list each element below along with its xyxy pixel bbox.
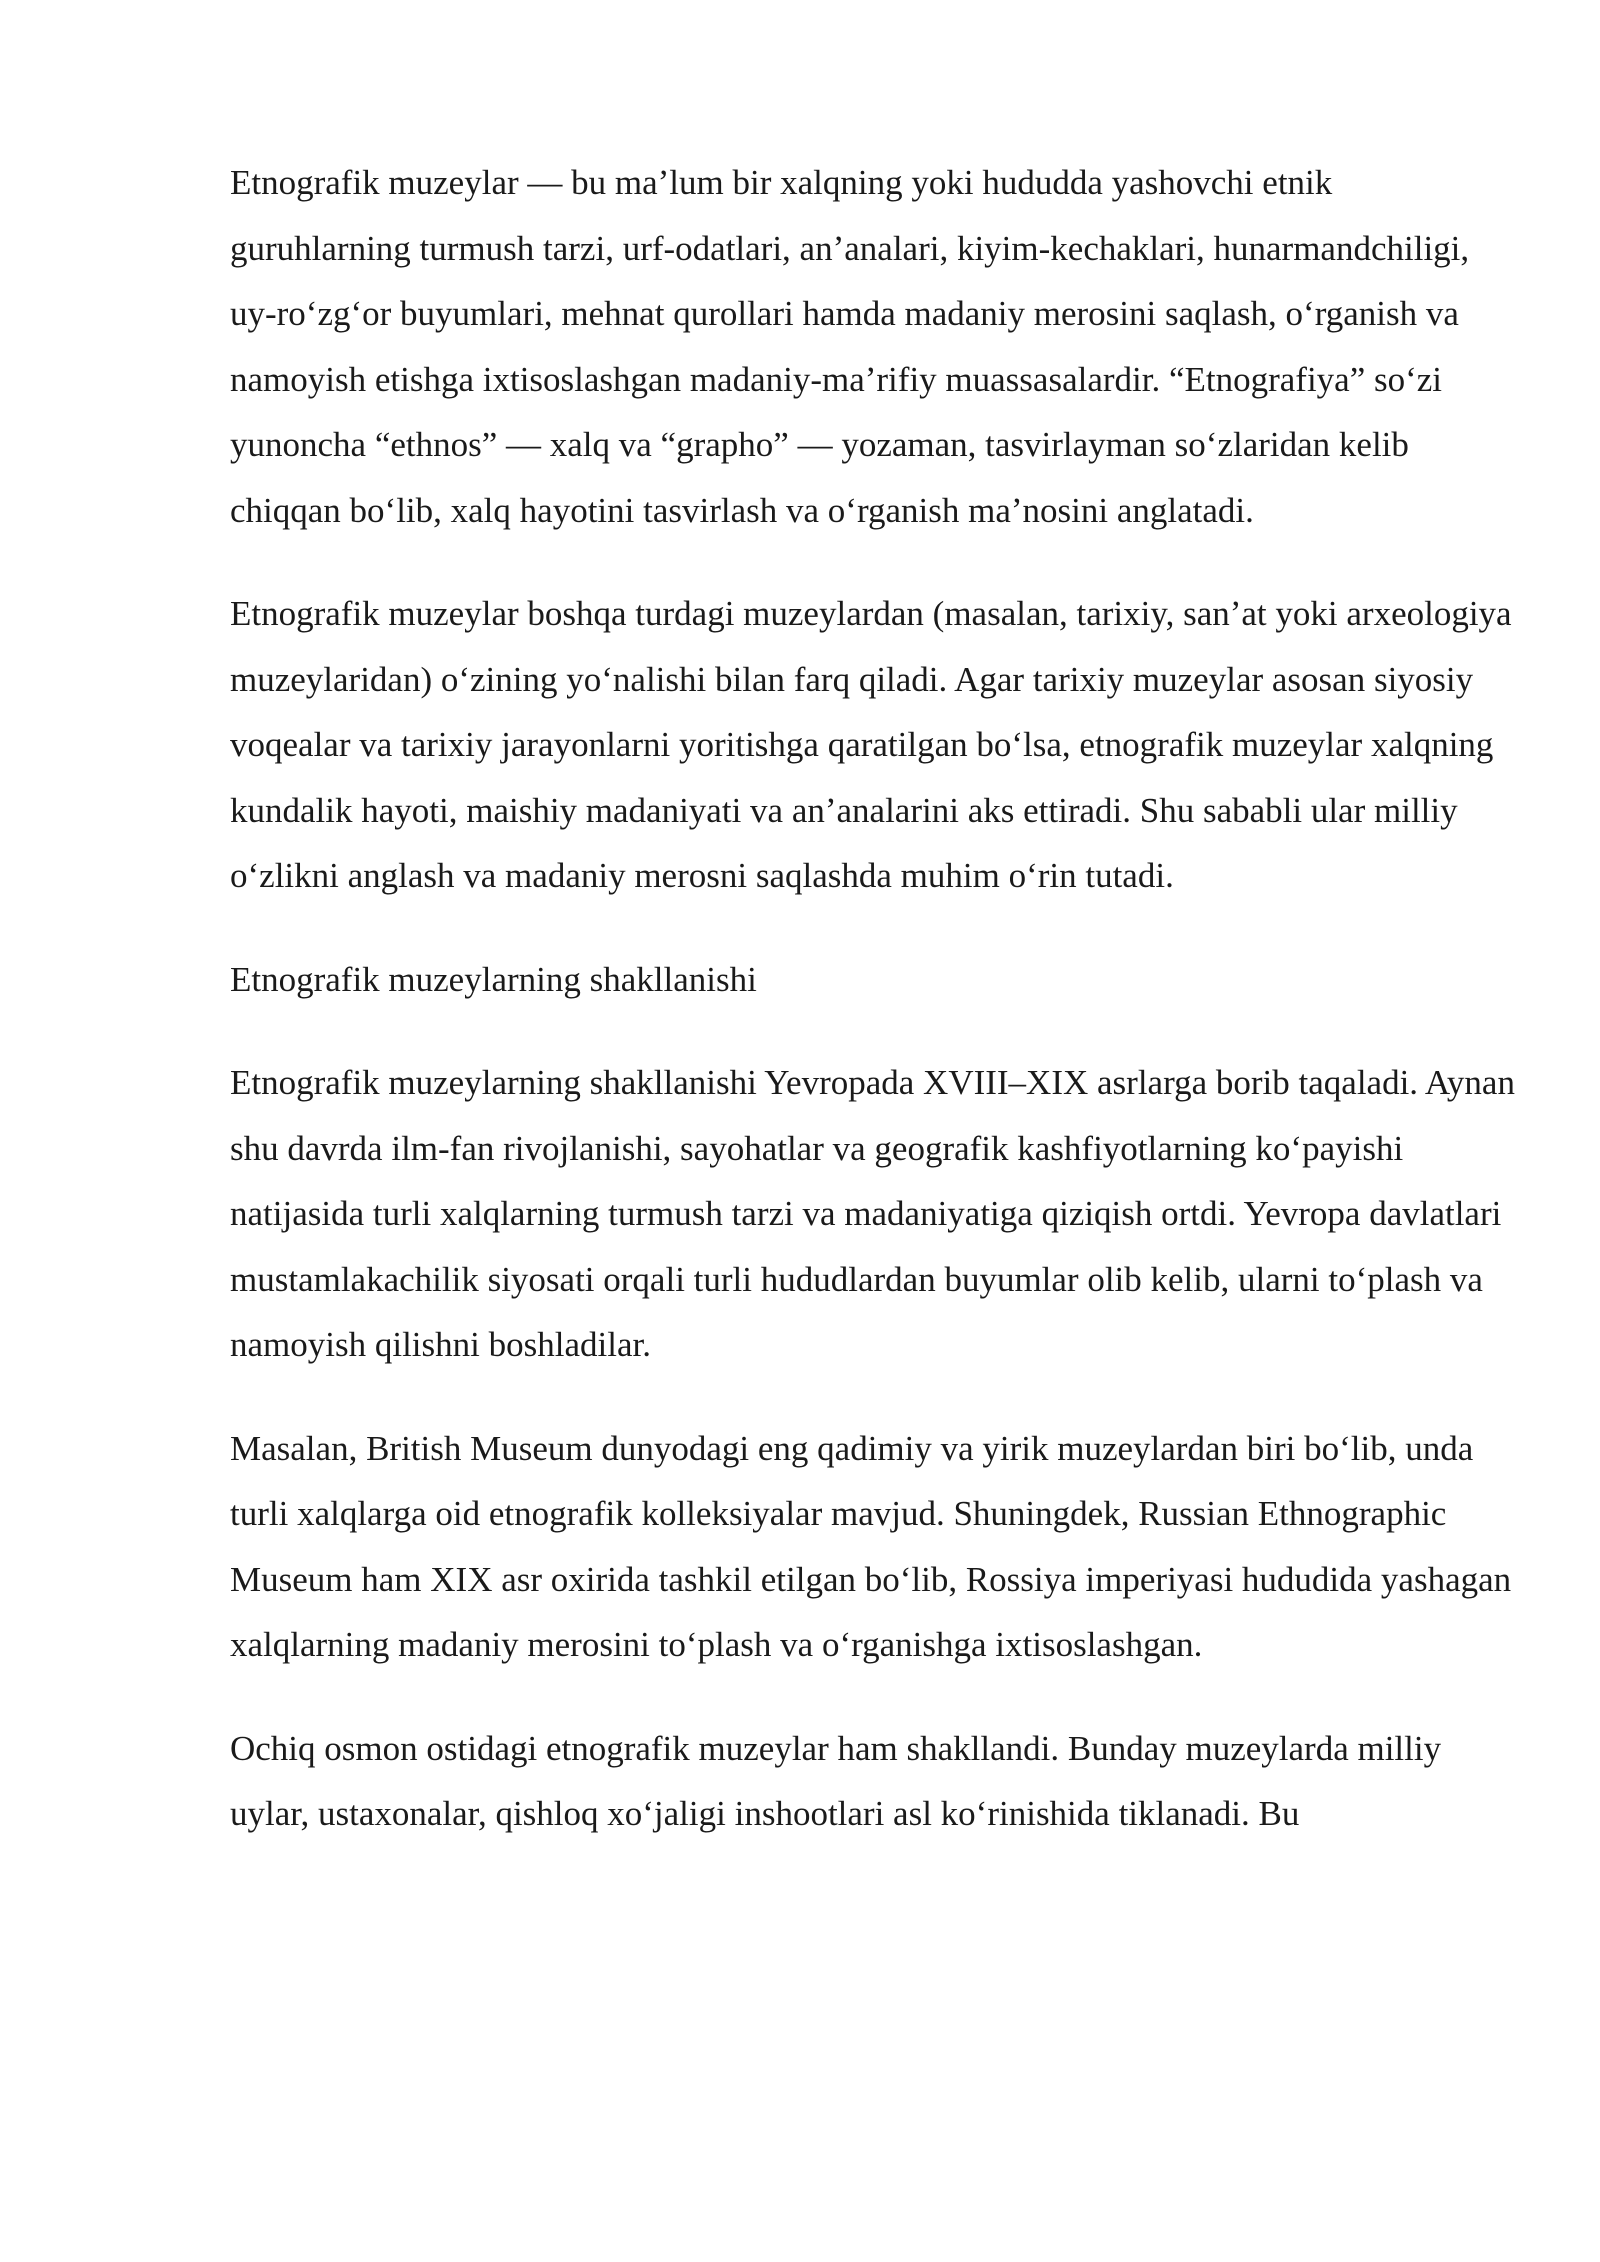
paragraph-intro: Etnografik muzeylar — bu maʼlum bir xalqning yoki hududda yashovchi etnik guruhlarning turmush tarzi, urf-odatlari, anʼanalari, kiyim-kechaklari, hunarmandchiligi, uy-roʻzgʻor buyumlari, mehnat qurollari hamda madaniy merosini saqlash, oʻrganish va namoyish etishga ixtisoslashgan madaniy-maʼrifiy muassasalardir. “Etnografiya” soʻzi yunoncha “ethnos” — xalq va “grapho” — yozaman, tasvirlayman soʻzlaridan kelib chiqqan boʻlib, xalq hayotini tasvirlash va oʻrganish maʼnosini anglatadi. bbox=[230, 163, 1470, 530]
paragraph-origins: Etnografik muzeylarning shakllanishi Yevropada XVIII–XIX asrlarga borib taqaladi. Aynan shu davrda ilm-fan rivojlanishi, sayohatlar va geografik kashfiyotlarning koʻpayishi natijasida turli xalqlarning turmush tarzi va madaniyatiga qiziqish ortdi. Yevropa davlatlari mustamlakachilik siyosati orqali turli hududlardan buyumlar olib kelib, ularni toʻplash va namoyish qilishni boshladilar. bbox=[230, 1063, 1515, 1364]
paragraph-comparison: Etnografik muzeylar boshqa turdagi muzeylardan (masalan, tarixiy, sanʼat yoki arxeologiya muzeylaridan) oʻzining yoʻnalishi bilan farq qiladi. Agar tarixiy muzeylar asosan siyosiy voqealar va tarixiy jarayonlarni yoritishga qaratilgan boʻlsa, etnografik muzeylar xalqning kundalik hayoti, maishiy madaniyati va anʼanalarini aks ettiradi. Shu sababli ular milliy oʻzlikni anglash va madaniy merosni saqlashda muhim oʻrin tutadi. bbox=[230, 594, 1512, 895]
document-body bbox=[230, 150, 1520, 1885]
paragraph-open-air: Ochiq osmon ostidagi etnografik muzeylar ham shakllandi. Bunday muzeylarda milliy uylar, ustaxonalar, qishloq xoʻjaligi inshootlari asl koʻrinishida tiklanadi. Bu bbox=[230, 1728, 1442, 1833]
paragraph-examples: Masalan, British Museum dunyodagi eng qadimiy va yirik muzeylardan biri boʻlib, unda turli xalqlarga oid etnografik kolleksiyalar mavjud. Shuningdek, Russian Ethnographic Museum ham XIX asr oxirida tashkil etilgan boʻlib, Rossiya imperiyasi hududida yashagan xalqlarning madaniy merosini toʻplash va oʻrganishga ixtisoslashgan. bbox=[230, 1428, 1512, 1664]
section-heading: Etnografik muzeylarning shakllanishi bbox=[230, 959, 757, 999]
